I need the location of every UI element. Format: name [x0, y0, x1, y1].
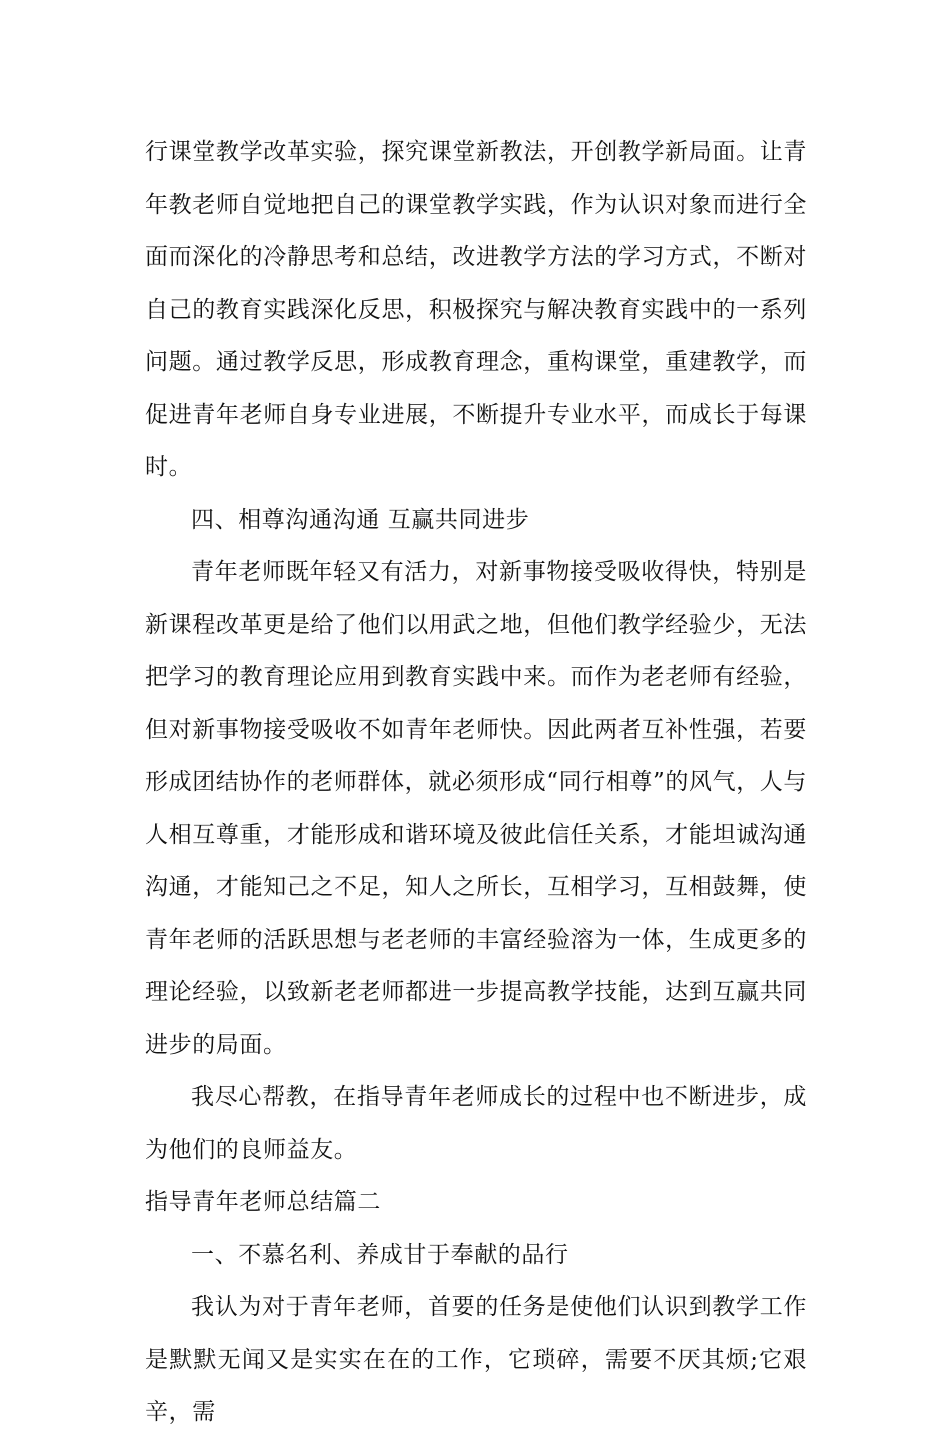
section-heading-one: 一、不慕名利、养成甘于奉献的品行: [191, 1241, 569, 1268]
paragraph-mutual-respect: 青年老师既年轻又有活力，对新事物接受吸收得快，特别是新课程改革更是给了他们以用武之地，但他们教学经验少，无法把学习的教育理论应用到教育实践中来。而作为老老师有经验，但对新事物接受吸收不如青年老师快。因此两者互补性强，若要形成团结协作的老师群体，就必须形成“同行相尊”的风气，人与人相互尊重，才能形成和谐环境及彼此信任关系，才能坦诚沟通沟通，才能知己之不足，知人之所长，互相学习，互相鼓舞，使青年老师的活跃思想与老老师的丰富经验溶为一体，生成更多的理论经验，以致新老老师都进一步提高教学技能，达到互赢共同进步的局面。: [145, 559, 807, 1058]
paragraph-continuation: 行课堂教学改革实验，探究课堂新教法，开创教学新局面。让青年教老师自觉地把自己的课堂教学实践，作为认识对象而进行全面而深化的冷静思考和总结，改进教学方法的学习方式，不断对自己的教育实践深化反思，积极探究与解决教育实践中的一系列问题。通过教学反思，形成教育理念，重构课堂，重建教学，而促进青年老师自身专业进展，不断提升专业水平，而成长于每课时。: [145, 139, 807, 480]
paragraph-mentoring: 我尽心帮教，在指导青年老师成长的过程中也不断进步，成为他们的良师益友。: [145, 1084, 807, 1163]
article-title-part-two: 指导青年老师总结篇二: [145, 1189, 381, 1215]
document-body: [145, 126, 807, 1439]
section-heading-four: 四、相尊沟通沟通 互赢共同进步: [191, 506, 530, 533]
paragraph-first-task: 我认为对于青年老师，首要的任务是使他们认识到教学工作是默默无闻又是实实在在的工作，它琐碎，需要不厌其烦;它艰辛，需: [145, 1294, 807, 1425]
